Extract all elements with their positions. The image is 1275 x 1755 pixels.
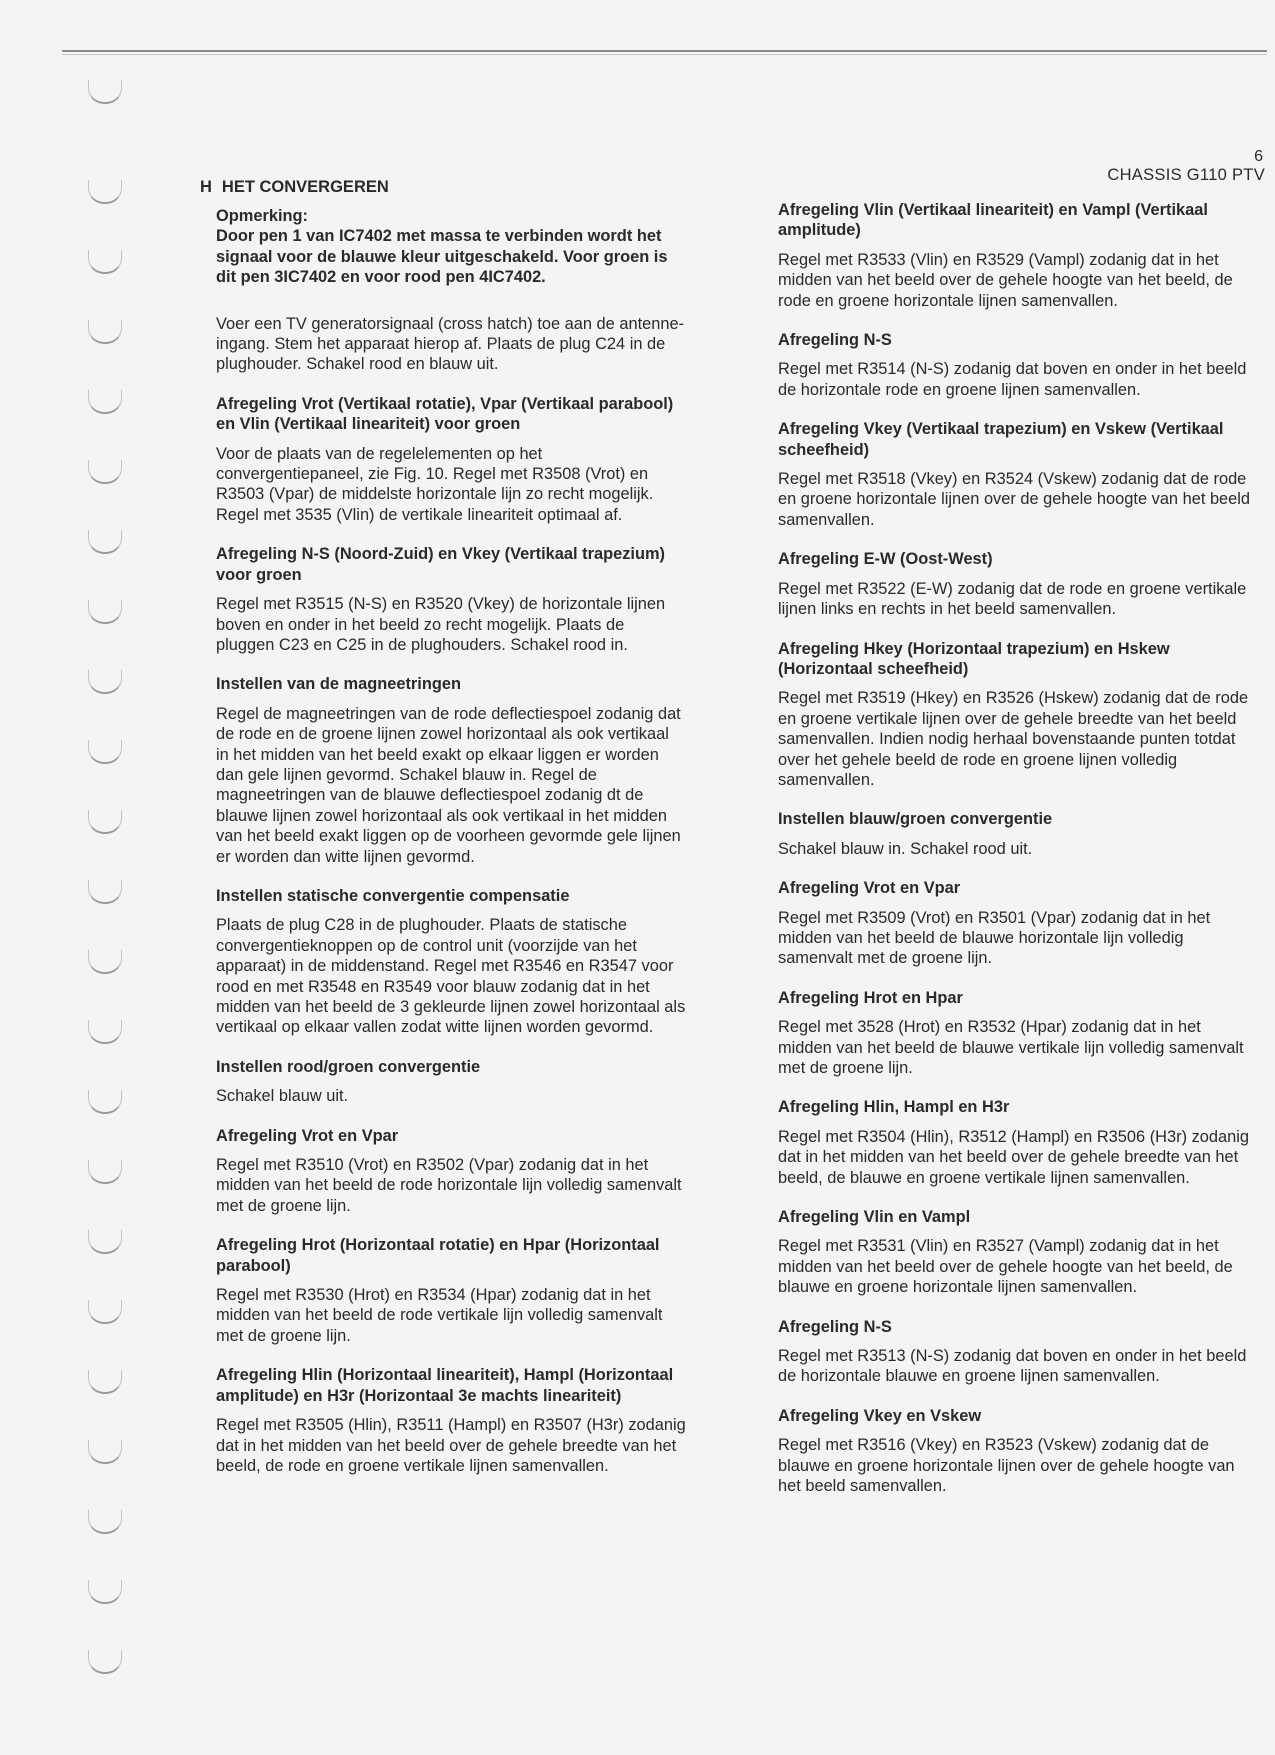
binder-hole bbox=[88, 1020, 122, 1044]
section-heading: Afregeling Hrot en Hpar bbox=[778, 988, 963, 1007]
section-text: Schakel blauw in. Schakel rood uit. bbox=[778, 839, 1033, 858]
section-block bbox=[216, 1365, 686, 1476]
note-block bbox=[216, 206, 686, 288]
section-block bbox=[778, 549, 1258, 619]
binder-hole bbox=[88, 460, 122, 484]
section-heading: Afregeling E-W (Oost-West) bbox=[778, 550, 993, 569]
binder-hole bbox=[88, 530, 122, 554]
section-block bbox=[216, 886, 686, 1038]
intro-block bbox=[216, 314, 686, 375]
section-block bbox=[216, 1057, 686, 1107]
section-title-text: HET CONVERGEREN bbox=[221, 178, 389, 196]
section-heading: Afregeling Vkey en Vskew bbox=[778, 1406, 982, 1425]
section-heading: Afregeling Hlin, Hampl en H3r bbox=[778, 1098, 1010, 1117]
section-block bbox=[778, 1097, 1258, 1188]
section-heading: Afregeling N-S bbox=[778, 331, 892, 350]
binder-hole bbox=[88, 80, 122, 104]
section-block bbox=[778, 639, 1258, 791]
section-block bbox=[216, 394, 686, 525]
section-text: Regel met R3509 (Vrot) en R3501 (Vpar) zodanig dat in het midden van het beeld de blauwe horizontale lijn volledig samenvalt met de groene lijn. bbox=[778, 908, 1211, 968]
section-text: Regel met 3528 (Hrot) en R3532 (Hpar) zodanig dat in het midden van het beeld de blauwe vertikale lijn volledig samenvalt met de groene lijn. bbox=[778, 1018, 1244, 1077]
section-heading: Afregeling Hlin (Horizontaal lineariteit), Hampl (Horizontaal amplitude) en H3r (Horizontaal 3e machts lineariteit) bbox=[216, 1366, 674, 1405]
section-text: Regel met R3533 (Vlin) en R3529 (Vampl) zodanig dat in het midden van het beeld over de gehele hoogte van het beeld, de rode en groene horizontale lijnen samenvallen. bbox=[778, 250, 1233, 310]
section-block bbox=[778, 988, 1258, 1079]
section-text: Plaats de plug C28 in de plughouder. Plaats de statische convergentieknoppen op de control unit (voorzijde van het apparaat) in de middenstand. Regel met R3546 en R3547 voor rood en met R3548 en R3549 voor blauw zodanig dat in het midden van het beeld de 3 gekleurde lijnen zowel horizontaal als vertikaal op elkaar vallen zodat witte lijnen worden gevormd. bbox=[216, 916, 686, 1037]
left-column bbox=[216, 206, 686, 1495]
binder-hole bbox=[88, 1510, 122, 1534]
chassis-label: CHASSIS G110 PTV bbox=[1107, 166, 1265, 184]
section-heading: Afregeling Hkey (Horizontaal trapezium) en Hskew (Horizontaal scheefheid) bbox=[778, 639, 1170, 678]
binder-hole bbox=[88, 250, 122, 274]
section-text: Regel de magneetringen van de rode deflectiespoel zodanig dat de rode en de groene lijnen zowel horizontaal als ook vertikaal in het midden van het beeld exakt op elkaar liggen er worden dan gele lijnen gevormd. Schakel blauw in. Regel de magneetringen van de blauwe deflectiespoel zodanig dt de blauwe lijnen zowel horizontaal als ook vertikaal in het midden van het beeld exakt liggen op de voorheen gevormde gele lijnen er worden dan witte lijnen gevormd. bbox=[216, 704, 681, 866]
binder-hole bbox=[88, 1370, 122, 1394]
section-text: Voor de plaats van de regelelementen op het convergentiepaneel, zie Fig. 10. Regel met R3508 (Vrot) en R3503 (Vpar) de middelste horizontale lijn zo recht mogelijk. Regel met 3535 (Vlin) de vertikale lineariteit optimaal af. bbox=[216, 444, 654, 524]
binder-hole bbox=[88, 1090, 122, 1114]
section-text: Regel met R3514 (N-S) zodanig dat boven en onder in het beeld de horizontale rode en groene lijnen samenvallen. bbox=[778, 360, 1247, 399]
page-number: 6 bbox=[1254, 148, 1263, 165]
section-heading: Afregeling N-S (Noord-Zuid) en Vkey (Vertikaal trapezium) voor groen bbox=[216, 545, 665, 584]
section-title bbox=[200, 178, 399, 197]
section-block bbox=[216, 1126, 686, 1217]
section-heading: Afregeling N-S bbox=[778, 1317, 892, 1336]
note-title: Opmerking: bbox=[216, 207, 308, 225]
header-rule bbox=[62, 50, 1267, 52]
section-text: Regel met R3522 (E-W) zodanig dat de rode en groene vertikale lijnen links en rechts in het beeld samenvallen. bbox=[778, 579, 1247, 619]
binder-hole bbox=[88, 1300, 122, 1324]
section-text: Regel met R3505 (Hlin), R3511 (Hampl) en R3507 (H3r) zodanig dat in het midden van het beeld over de gehele breedte van het beeld, de rode en groene vertikale lijnen samenvallen. bbox=[216, 1416, 686, 1475]
section-block bbox=[778, 419, 1258, 530]
binder-holes bbox=[88, 80, 128, 1720]
header-rule-shadow bbox=[62, 54, 1267, 55]
section-text: Regel met R3513 (N-S) zodanig dat boven en onder in het beeld de horizontale blauwe en groene lijnen samenvallen. bbox=[778, 1347, 1247, 1386]
section-block bbox=[216, 674, 686, 867]
section-heading: Instellen rood/groen convergentie bbox=[216, 1057, 481, 1076]
section-heading: Instellen blauw/groen convergentie bbox=[778, 810, 1053, 829]
section-text: Regel met R3518 (Vkey) en R3524 (Vskew) zodanig dat de rode en groene horizontale lijnen over de gehele hoogte van het beeld samenvallen. bbox=[778, 470, 1251, 529]
section-block bbox=[778, 330, 1258, 400]
section-heading: Afregeling Vrot en Vpar bbox=[216, 1126, 399, 1145]
binder-hole bbox=[88, 740, 122, 764]
section-heading: Afregeling Vlin (Vertikaal lineariteit) en Vampl (Vertikaal amplitude) bbox=[778, 201, 1208, 240]
binder-hole bbox=[88, 1650, 122, 1674]
section-block bbox=[778, 200, 1258, 311]
section-text: Regel met R3510 (Vrot) en R3502 (Vpar) zodanig dat in het midden van het beeld de rode horizontale lijn volledig samenvalt met de groene lijn. bbox=[216, 1156, 682, 1215]
binder-hole bbox=[88, 1440, 122, 1464]
binder-hole bbox=[88, 810, 122, 834]
binder-hole bbox=[88, 600, 122, 624]
binder-hole bbox=[88, 670, 122, 694]
right-column bbox=[778, 200, 1258, 1516]
binder-hole bbox=[88, 1580, 122, 1604]
section-block bbox=[778, 1406, 1258, 1497]
section-block bbox=[778, 1207, 1258, 1298]
section-heading: Instellen van de magneetringen bbox=[216, 675, 462, 694]
binder-hole bbox=[88, 1160, 122, 1184]
binder-hole bbox=[88, 390, 122, 414]
section-heading: Afregeling Vkey (Vertikaal trapezium) en Vskew (Vertikaal scheefheid) bbox=[778, 420, 1224, 459]
section-block bbox=[216, 544, 686, 655]
binder-hole bbox=[88, 1230, 122, 1254]
binder-hole bbox=[88, 180, 122, 204]
section-heading: Afregeling Vrot en Vpar bbox=[778, 879, 961, 898]
section-block bbox=[216, 1235, 686, 1346]
section-text: Regel met R3516 (Vkey) en R3523 (Vskew) zodanig dat de blauwe en groene horizontale lijnen over de gehele hoogte van het beeld samenvallen. bbox=[778, 1436, 1235, 1496]
section-text: Regel met R3530 (Hrot) en R3534 (Hpar) zodanig dat in het midden van het beeld de rode vertikale lijn volledig samenvalt met de groene lijn. bbox=[216, 1286, 663, 1345]
binder-hole bbox=[88, 880, 122, 904]
section-text: Regel met R3531 (Vlin) en R3527 (Vampl) zodanig dat in het midden van het beeld over de gehele hoogte van het beeld, de blauwe en groene horizontale lijnen samenvallen. bbox=[778, 1237, 1233, 1297]
section-heading: Afregeling Vlin en Vampl bbox=[778, 1208, 971, 1227]
binder-hole bbox=[88, 320, 122, 344]
section-text: Schakel blauw uit. bbox=[216, 1087, 349, 1106]
section-block bbox=[778, 809, 1258, 859]
section-letter: H bbox=[200, 178, 212, 196]
section-heading: Instellen statische convergentie compensatie bbox=[216, 886, 570, 905]
note-text: Door pen 1 van IC7402 met massa te verbinden wordt het signaal voor de blauwe kleur uitgeschakeld. Voor groen is dit pen 3IC7402 en voor rood pen 4IC7402. bbox=[216, 227, 668, 287]
section-heading: Afregeling Vrot (Vertikaal rotatie), Vpar (Vertikaal parabool) en Vlin (Vertikaal lineariteit) voor groen bbox=[216, 394, 674, 434]
section-block bbox=[778, 878, 1258, 969]
section-text: Regel met R3504 (Hlin), R3512 (Hampl) en R3506 (H3r) zodanig dat in het midden van het beeld over de gehele breedte van het beeld, de blauwe en groene vertikale lijnen samenvallen. bbox=[778, 1127, 1249, 1187]
intro-text: Voer een TV generatorsignaal (cross hatch) toe aan de antenne-ingang. Stem het apparaat hierop af. Plaats de plug C24 in de plughouder. Schakel rood en blauw uit. bbox=[216, 314, 685, 374]
section-block bbox=[778, 1317, 1258, 1387]
section-text: Regel met R3515 (N-S) en R3520 (Vkey) de horizontale lijnen boven en onder in het beeld zo recht mogelijk. Plaats de pluggen C23 en C25 in de plughouders. Schakel rood in. bbox=[216, 595, 666, 654]
section-heading: Afregeling Hrot (Horizontaal rotatie) en Hpar (Horizontaal parabool) bbox=[216, 1236, 660, 1275]
binder-hole bbox=[88, 950, 122, 974]
section-text: Regel met R3519 (Hkey) en R3526 (Hskew) zodanig dat de rode en groene vertikale lijnen over de gehele breedte van het beeld samenvallen. Indien nodig herhaal bovenstaande punten totdat over het gehele beeld de rode en groene lijnen volledig samenvallen. bbox=[778, 689, 1249, 789]
